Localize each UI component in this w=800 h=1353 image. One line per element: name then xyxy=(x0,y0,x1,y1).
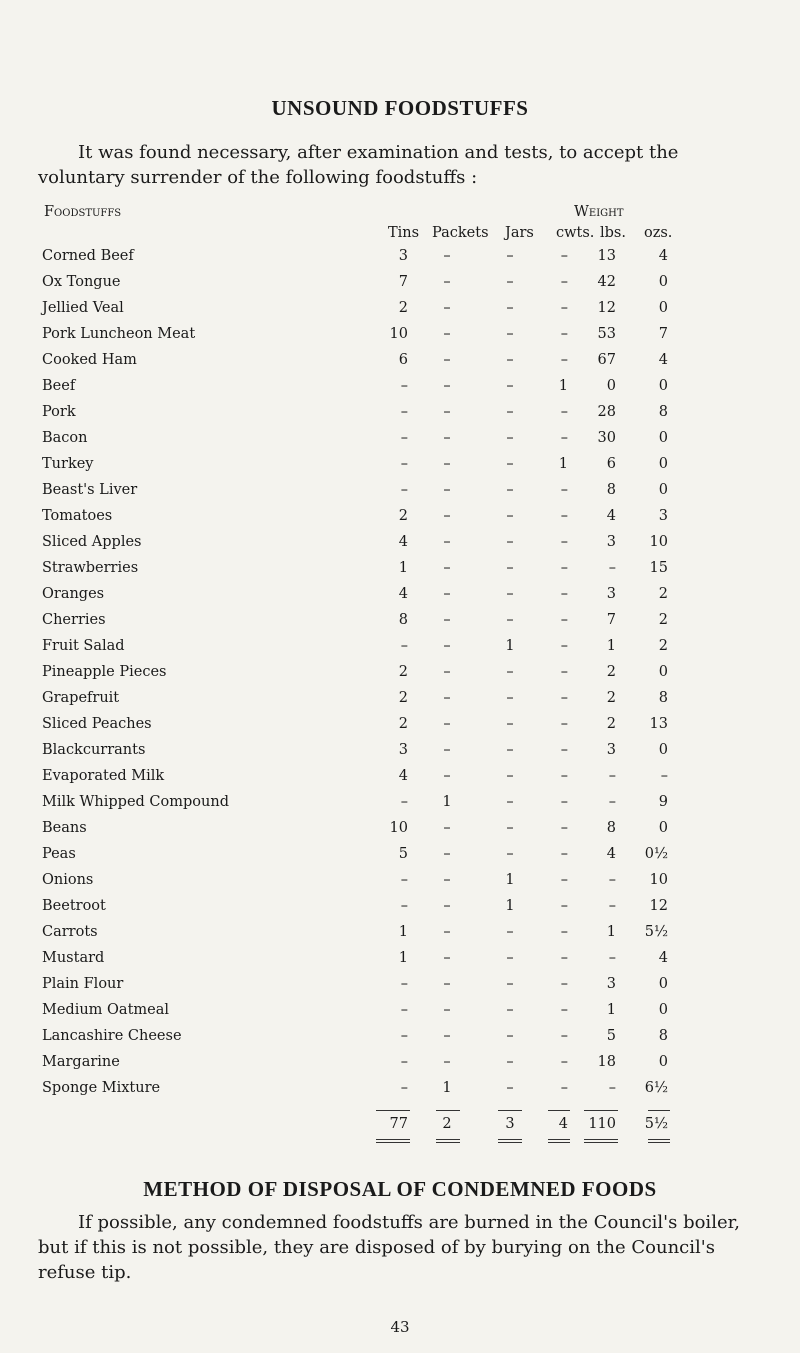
table-row xyxy=(0,660,800,686)
row-packets: – xyxy=(443,820,451,836)
table-row xyxy=(0,400,800,426)
total-packets: 2 xyxy=(442,1116,452,1132)
row-lbs: 12 xyxy=(597,300,616,316)
row-name: Margarine xyxy=(42,1054,120,1070)
row-jars: – xyxy=(506,1054,514,1070)
row-cwts: – xyxy=(560,716,568,732)
row-cwts: – xyxy=(560,638,568,654)
row-packets: – xyxy=(443,872,451,888)
row-tins: 2 xyxy=(398,690,408,706)
row-packets: – xyxy=(443,846,451,862)
row-jars: – xyxy=(506,560,514,576)
row-cwts: – xyxy=(560,950,568,966)
table-row xyxy=(0,582,800,608)
row-lbs: – xyxy=(608,768,616,784)
table-row xyxy=(0,842,800,868)
row-ozs: 0 xyxy=(658,976,668,992)
row-packets: – xyxy=(443,248,451,264)
row-cwts: – xyxy=(560,664,568,680)
row-tins: 2 xyxy=(398,716,408,732)
row-cwts: 1 xyxy=(558,378,568,394)
row-ozs: 4 xyxy=(658,248,668,264)
row-jars: – xyxy=(506,456,514,472)
row-ozs: 13 xyxy=(649,716,668,732)
row-name: Tomatoes xyxy=(42,508,113,524)
row-packets: – xyxy=(443,274,451,290)
row-name: Oranges xyxy=(42,586,105,602)
row-cwts: – xyxy=(560,976,568,992)
row-jars: – xyxy=(506,1080,514,1096)
row-lbs: 53 xyxy=(597,326,616,342)
row-jars: – xyxy=(506,378,514,394)
row-ozs: 8 xyxy=(658,1028,668,1044)
row-tins: – xyxy=(400,430,408,446)
total-ozs: 5½ xyxy=(644,1116,668,1132)
row-cwts: – xyxy=(560,768,568,784)
row-tins: 6 xyxy=(398,352,408,368)
row-tins: – xyxy=(400,1002,408,1018)
row-packets: – xyxy=(443,300,451,316)
row-packets: 1 xyxy=(442,794,452,810)
row-cwts: – xyxy=(560,534,568,550)
row-cwts: – xyxy=(560,872,568,888)
row-packets: – xyxy=(443,534,451,550)
row-packets: – xyxy=(443,976,451,992)
row-jars: – xyxy=(506,742,514,758)
row-cwts: – xyxy=(560,482,568,498)
row-ozs: 0 xyxy=(658,1002,668,1018)
row-packets: – xyxy=(443,482,451,498)
row-ozs: 2 xyxy=(658,586,668,602)
row-packets: – xyxy=(443,898,451,914)
row-cwts: – xyxy=(560,846,568,862)
row-name: Pineapple Pieces xyxy=(42,664,167,680)
row-ozs: 0 xyxy=(658,1054,668,1070)
row-jars: – xyxy=(506,274,514,290)
row-tins: – xyxy=(400,1028,408,1044)
row-packets: – xyxy=(443,1002,451,1018)
row-cwts: – xyxy=(560,898,568,914)
row-name: Turkey xyxy=(42,456,94,472)
column-header-packets: Packets xyxy=(432,225,489,241)
table-row xyxy=(0,452,800,478)
row-name: Cooked Ham xyxy=(42,352,137,368)
row-jars: – xyxy=(506,586,514,602)
row-ozs: 0 xyxy=(658,664,668,680)
row-packets: – xyxy=(443,456,451,472)
column-header-jars: Jars xyxy=(505,225,534,241)
row-cwts: – xyxy=(560,326,568,342)
row-cwts: – xyxy=(560,612,568,628)
row-cwts: – xyxy=(560,560,568,576)
row-jars: – xyxy=(506,846,514,862)
row-packets: – xyxy=(443,404,451,420)
row-lbs: 18 xyxy=(597,1054,616,1070)
row-cwts: – xyxy=(560,508,568,524)
row-name: Beetroot xyxy=(42,898,106,914)
row-packets: – xyxy=(443,638,451,654)
row-jars: 1 xyxy=(505,638,515,654)
row-jars: – xyxy=(506,352,514,368)
table-row xyxy=(0,426,800,452)
column-header-foodstuffs: Foodstuffs xyxy=(44,204,122,220)
row-lbs: 8 xyxy=(606,820,616,836)
row-tins: – xyxy=(400,456,408,472)
row-cwts: – xyxy=(560,300,568,316)
row-name: Jellied Veal xyxy=(42,300,124,316)
row-ozs: 2 xyxy=(658,638,668,654)
row-tins: 2 xyxy=(398,508,408,524)
row-cwts: – xyxy=(560,430,568,446)
row-jars: – xyxy=(506,482,514,498)
row-tins: 7 xyxy=(398,274,408,290)
row-lbs: 8 xyxy=(606,482,616,498)
row-name: Evaporated Milk xyxy=(42,768,165,784)
table-row xyxy=(0,920,800,946)
row-lbs: 4 xyxy=(606,846,616,862)
row-packets: – xyxy=(443,690,451,706)
row-name: Pork Luncheon Meat xyxy=(42,326,196,342)
page-number: 43 xyxy=(390,1318,410,1336)
row-jars: 1 xyxy=(505,898,515,914)
table-row xyxy=(0,764,800,790)
row-tins: – xyxy=(400,482,408,498)
row-lbs: 67 xyxy=(597,352,616,368)
row-lbs: 4 xyxy=(606,508,616,524)
table-row xyxy=(0,868,800,894)
table-row xyxy=(0,712,800,738)
row-lbs: 2 xyxy=(606,716,616,732)
table-row xyxy=(0,296,800,322)
row-ozs: 6½ xyxy=(644,1080,668,1096)
row-cwts: – xyxy=(560,404,568,420)
row-ozs: 0 xyxy=(658,378,668,394)
row-cwts: – xyxy=(560,1054,568,1070)
row-ozs: 8 xyxy=(658,690,668,706)
row-ozs: 0 xyxy=(658,820,668,836)
row-lbs: – xyxy=(608,1080,616,1096)
row-ozs: 12 xyxy=(649,898,668,914)
totals-row xyxy=(0,1108,800,1148)
row-lbs: 30 xyxy=(597,430,616,446)
row-tins: 8 xyxy=(398,612,408,628)
row-jars: – xyxy=(506,1028,514,1044)
table-row xyxy=(0,738,800,764)
row-name: Bacon xyxy=(42,430,88,446)
row-cwts: – xyxy=(560,1080,568,1096)
row-ozs: 0 xyxy=(658,456,668,472)
row-ozs: 4 xyxy=(658,950,668,966)
row-cwts: – xyxy=(560,274,568,290)
table-row xyxy=(0,790,800,816)
row-tins: 5 xyxy=(398,846,408,862)
row-tins: 4 xyxy=(398,586,408,602)
row-cwts: – xyxy=(560,1002,568,1018)
total-jars: 3 xyxy=(505,1116,515,1132)
row-name: Ox Tongue xyxy=(42,274,121,290)
row-ozs: 5½ xyxy=(644,924,668,940)
row-cwts: – xyxy=(560,586,568,602)
row-jars: – xyxy=(506,248,514,264)
row-name: Carrots xyxy=(42,924,98,940)
row-lbs: 3 xyxy=(606,534,616,550)
row-ozs: 0 xyxy=(658,742,668,758)
row-name: Cherries xyxy=(42,612,106,628)
table-row xyxy=(0,998,800,1024)
row-packets: – xyxy=(443,768,451,784)
table-row xyxy=(0,504,800,530)
row-lbs: 1 xyxy=(606,924,616,940)
row-name: Sliced Peaches xyxy=(42,716,152,732)
row-jars: – xyxy=(506,1002,514,1018)
method-paragraph: If possible, any condemned foodstuffs are burned in the Council's boiler, but if this is not possible, they are disposed of by burying on the Council's refuse tip. xyxy=(38,1212,740,1283)
row-ozs: – xyxy=(660,768,668,784)
row-name: Beef xyxy=(42,378,76,394)
row-name: Peas xyxy=(42,846,76,862)
row-packets: – xyxy=(443,924,451,940)
row-name: Blackcurrants xyxy=(42,742,146,758)
table-row xyxy=(0,608,800,634)
row-tins: 3 xyxy=(398,248,408,264)
row-lbs: 7 xyxy=(606,612,616,628)
row-jars: 1 xyxy=(505,872,515,888)
row-name: Beans xyxy=(42,820,87,836)
row-name: Onions xyxy=(42,872,94,888)
row-tins: – xyxy=(400,1054,408,1070)
row-tins: – xyxy=(400,872,408,888)
row-cwts: – xyxy=(560,1028,568,1044)
row-lbs: 28 xyxy=(597,404,616,420)
row-tins: – xyxy=(400,378,408,394)
row-ozs: 4 xyxy=(658,352,668,368)
column-header-weight: Weight xyxy=(574,204,624,220)
row-lbs: – xyxy=(608,950,616,966)
column-header-lbs: lbs. xyxy=(600,225,626,241)
row-name: Mustard xyxy=(42,950,105,966)
row-name: Corned Beef xyxy=(42,248,134,264)
table-row xyxy=(0,348,800,374)
table-row xyxy=(0,322,800,348)
table-row xyxy=(0,374,800,400)
row-ozs: 15 xyxy=(649,560,668,576)
row-ozs: 0 xyxy=(658,482,668,498)
row-packets: – xyxy=(443,716,451,732)
row-ozs: 3 xyxy=(658,508,668,524)
row-name: Fruit Salad xyxy=(42,638,125,654)
row-tins: 10 xyxy=(389,326,408,342)
row-jars: – xyxy=(506,508,514,524)
row-tins: 1 xyxy=(398,924,408,940)
row-jars: – xyxy=(506,768,514,784)
row-ozs: 9 xyxy=(658,794,668,810)
row-tins: 4 xyxy=(398,534,408,550)
row-packets: – xyxy=(443,950,451,966)
row-jars: – xyxy=(506,820,514,836)
intro-paragraph: It was found necessary, after examination and tests, to accept the voluntary surrender of the following foodstuffs : xyxy=(38,142,679,188)
row-packets: – xyxy=(443,1028,451,1044)
row-cwts: – xyxy=(560,352,568,368)
row-lbs: 6 xyxy=(606,456,616,472)
row-ozs: 8 xyxy=(658,404,668,420)
row-packets: – xyxy=(443,560,451,576)
row-name: Lancashire Cheese xyxy=(42,1028,182,1044)
table-row xyxy=(0,556,800,582)
row-packets: – xyxy=(443,352,451,368)
row-cwts: – xyxy=(560,820,568,836)
table-row xyxy=(0,530,800,556)
row-lbs: 1 xyxy=(606,638,616,654)
row-tins: – xyxy=(400,1080,408,1096)
row-lbs: 2 xyxy=(606,690,616,706)
page-title: UNSOUND FOODSTUFFS xyxy=(271,96,529,120)
row-ozs: 10 xyxy=(649,534,668,550)
row-packets: – xyxy=(443,612,451,628)
table-row xyxy=(0,634,800,660)
row-ozs: 0 xyxy=(658,300,668,316)
row-jars: – xyxy=(506,430,514,446)
row-tins: – xyxy=(400,404,408,420)
row-jars: – xyxy=(506,950,514,966)
row-name: Grapefruit xyxy=(42,690,120,706)
row-tins: 2 xyxy=(398,300,408,316)
row-lbs: 3 xyxy=(606,976,616,992)
row-cwts: – xyxy=(560,742,568,758)
row-packets: – xyxy=(443,378,451,394)
row-jars: – xyxy=(506,300,514,316)
row-lbs: 42 xyxy=(597,274,616,290)
row-ozs: 10 xyxy=(649,872,668,888)
row-ozs: 0 xyxy=(658,274,668,290)
row-lbs: 0 xyxy=(606,378,616,394)
row-name: Sponge Mixture xyxy=(42,1080,161,1096)
row-ozs: 7 xyxy=(658,326,668,342)
column-header-tins: Tins xyxy=(388,225,420,241)
row-packets: – xyxy=(443,742,451,758)
foodstuffs-table xyxy=(0,244,800,1102)
row-name: Strawberries xyxy=(42,560,139,576)
row-jars: – xyxy=(506,794,514,810)
row-jars: – xyxy=(506,690,514,706)
table-row xyxy=(0,1050,800,1076)
row-name: Sliced Apples xyxy=(42,534,142,550)
row-tins: 1 xyxy=(398,950,408,966)
table-row xyxy=(0,972,800,998)
row-jars: – xyxy=(506,716,514,732)
row-name: Plain Flour xyxy=(42,976,124,992)
row-tins: 3 xyxy=(398,742,408,758)
method-heading: METHOD OF DISPOSAL OF CONDEMNED FOODS xyxy=(143,1177,657,1201)
row-tins: – xyxy=(400,898,408,914)
table-row xyxy=(0,816,800,842)
row-packets: – xyxy=(443,664,451,680)
row-packets: – xyxy=(443,326,451,342)
row-lbs: 5 xyxy=(606,1028,616,1044)
row-jars: – xyxy=(506,404,514,420)
row-jars: – xyxy=(506,326,514,342)
row-lbs: 1 xyxy=(606,1002,616,1018)
row-cwts: – xyxy=(560,794,568,810)
row-cwts: – xyxy=(560,690,568,706)
row-packets: 1 xyxy=(442,1080,452,1096)
row-lbs: 2 xyxy=(606,664,616,680)
table-row xyxy=(0,894,800,920)
row-lbs: – xyxy=(608,898,616,914)
row-ozs: 0 xyxy=(658,430,668,446)
row-tins: 10 xyxy=(389,820,408,836)
row-cwts: – xyxy=(560,248,568,264)
row-name: Medium Oatmeal xyxy=(42,1002,170,1018)
row-jars: – xyxy=(506,612,514,628)
column-header-cwts: cwts. xyxy=(556,225,595,241)
row-ozs: 0½ xyxy=(644,846,668,862)
row-name: Beast's Liver xyxy=(42,482,138,498)
row-cwts: – xyxy=(560,924,568,940)
row-packets: – xyxy=(443,430,451,446)
table-row xyxy=(0,270,800,296)
table-row xyxy=(0,478,800,504)
row-packets: – xyxy=(443,586,451,602)
row-lbs: – xyxy=(608,794,616,810)
row-tins: 1 xyxy=(398,560,408,576)
total-cwts: 4 xyxy=(558,1116,568,1132)
row-jars: – xyxy=(506,976,514,992)
row-name: Milk Whipped Compound xyxy=(42,794,229,810)
row-name: Pork xyxy=(42,404,76,420)
row-lbs: 3 xyxy=(606,742,616,758)
row-tins: – xyxy=(400,638,408,654)
row-packets: – xyxy=(443,508,451,524)
row-lbs: – xyxy=(608,560,616,576)
table-row xyxy=(0,686,800,712)
table-row xyxy=(0,1024,800,1050)
total-lbs: 110 xyxy=(588,1116,616,1132)
row-jars: – xyxy=(506,664,514,680)
row-packets: – xyxy=(443,1054,451,1070)
table-row xyxy=(0,1076,800,1102)
row-cwts: 1 xyxy=(558,456,568,472)
row-lbs: 3 xyxy=(606,586,616,602)
row-ozs: 2 xyxy=(658,612,668,628)
row-lbs: – xyxy=(608,872,616,888)
row-jars: – xyxy=(506,534,514,550)
total-tins: 77 xyxy=(389,1116,408,1132)
row-tins: 4 xyxy=(398,768,408,784)
row-tins: 2 xyxy=(398,664,408,680)
row-tins: – xyxy=(400,794,408,810)
row-tins: – xyxy=(400,976,408,992)
table-row xyxy=(0,244,800,270)
row-lbs: 13 xyxy=(597,248,616,264)
table-row xyxy=(0,946,800,972)
row-jars: – xyxy=(506,924,514,940)
column-header-ozs: ozs. xyxy=(644,225,673,241)
